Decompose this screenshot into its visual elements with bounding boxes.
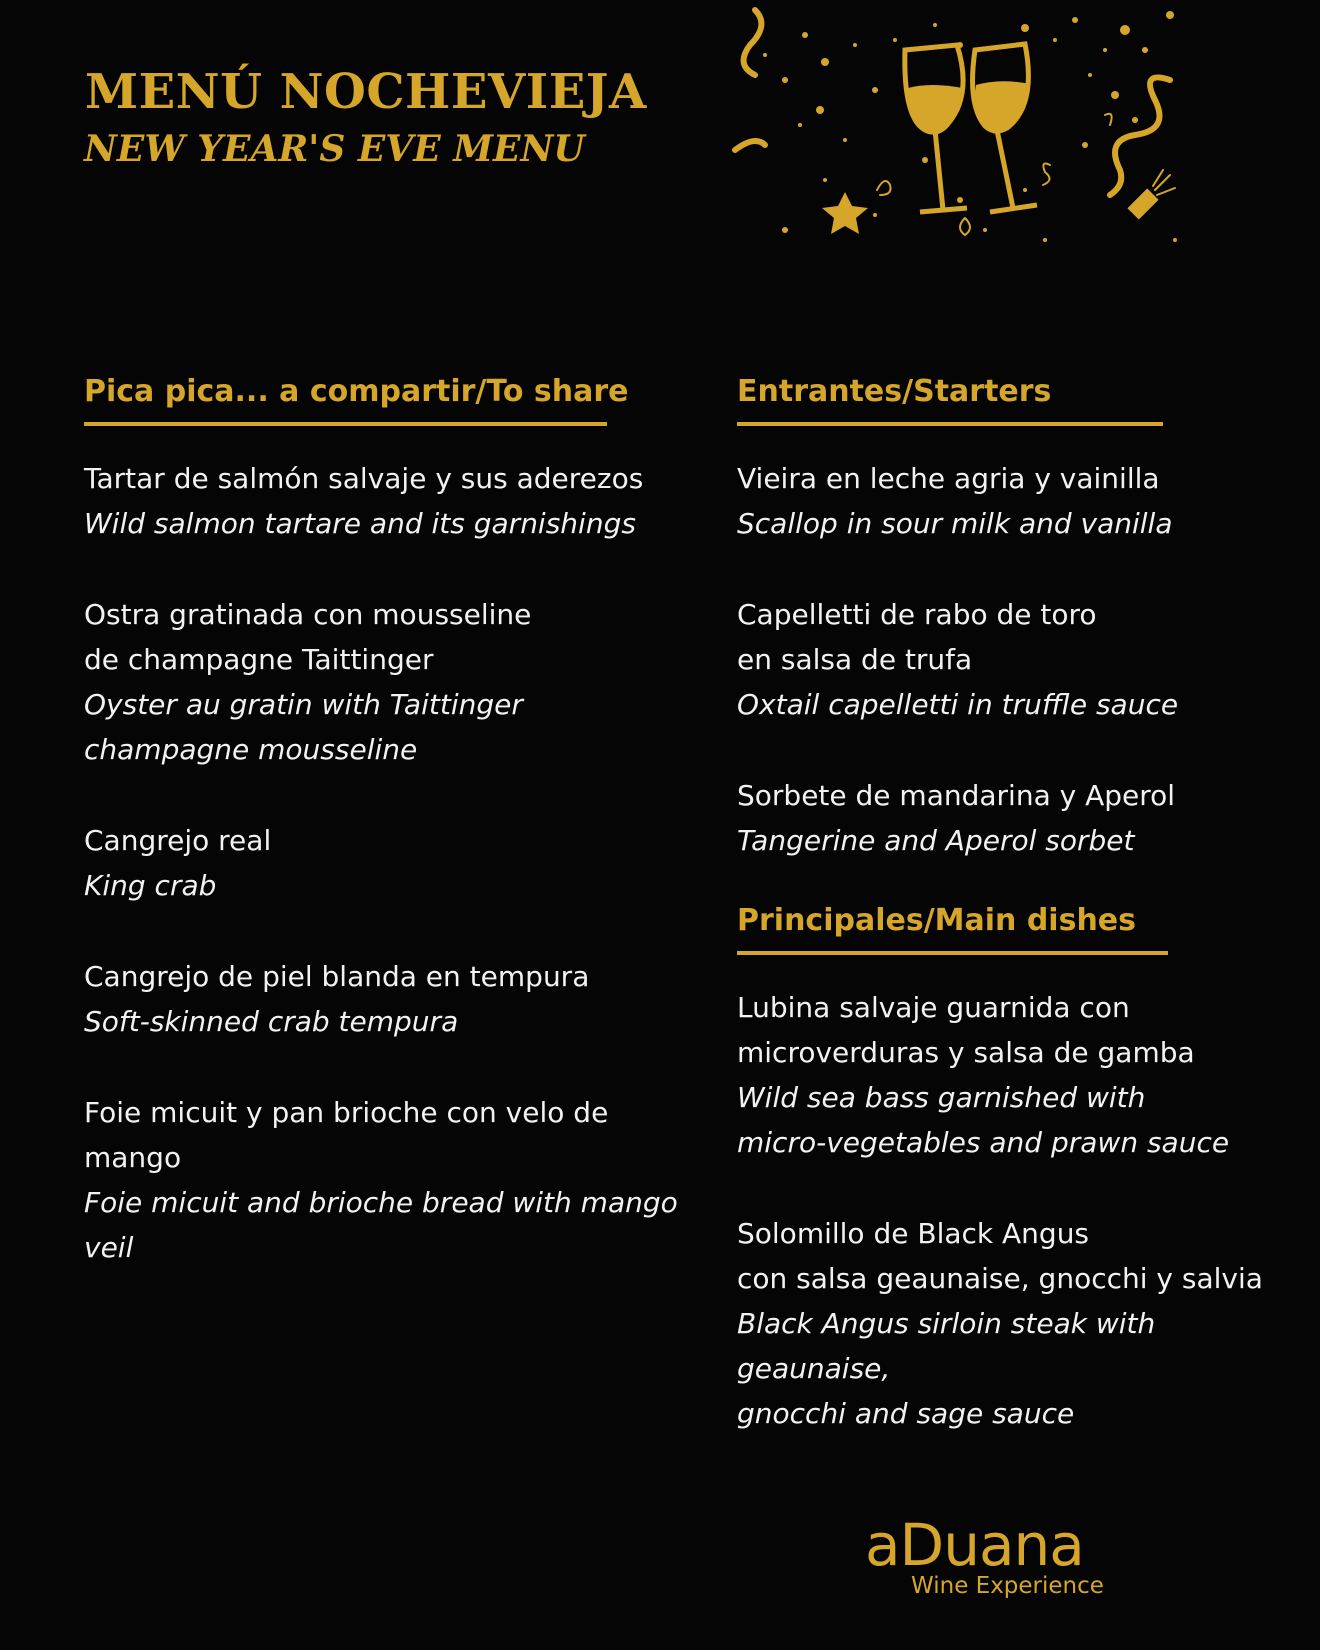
dish-name-english: Soft-skinned crab tempura xyxy=(84,1005,459,1038)
dish-list-to-share xyxy=(84,456,704,1270)
logo-name: aDuana xyxy=(865,1511,1084,1579)
dish-item xyxy=(84,1090,704,1270)
section-title-to-share: Pica pica... a compartir/To share xyxy=(84,374,629,409)
dish-name-english: Scallop in sour milk and vanilla xyxy=(737,507,1173,540)
dish-item xyxy=(737,456,1297,546)
dish-list-main-dishes xyxy=(737,985,1297,1436)
section-title-starters: Entrantes/Starters xyxy=(737,374,1052,409)
dish-name-spanish: Capelletti de rabo de toro en salsa de trufa xyxy=(737,598,1097,676)
dish-name-spanish: Tartar de salmón salvaje y sus aderezos xyxy=(84,462,644,495)
menu-title-english: NEW YEAR'S EVE MENU xyxy=(84,128,585,170)
dish-name-english: Oxtail capelletti in truffle sauce xyxy=(737,688,1179,721)
dish-item xyxy=(737,592,1297,727)
dish-name-spanish: Foie micuit y pan brioche con velo de mango xyxy=(84,1096,609,1174)
dish-name-english: Foie micuit and brioche bread with mango veil xyxy=(84,1186,678,1264)
dish-item xyxy=(737,773,1297,863)
dish-name-english: Black Angus sirloin steak with geaunaise, gnocchi and sage sauce xyxy=(737,1307,1156,1430)
section-divider xyxy=(737,422,1163,426)
dish-name-english: Tangerine and Aperol sorbet xyxy=(737,824,1135,857)
dish-name-spanish: Cangrejo real xyxy=(84,824,272,857)
menu-title-spanish: MENÚ NOCHEVIEJA xyxy=(85,64,647,120)
restaurant-logo xyxy=(865,1511,1115,1599)
dish-list-starters xyxy=(737,456,1297,863)
dish-item xyxy=(84,456,704,546)
champagne-celebration-icon xyxy=(725,0,1245,260)
dish-item xyxy=(84,818,704,908)
section-divider xyxy=(737,951,1168,955)
dish-item xyxy=(737,1211,1297,1436)
dish-name-spanish: Sorbete de mandarina y Aperol xyxy=(737,779,1176,812)
dish-name-spanish: Vieira en leche agria y vainilla xyxy=(737,462,1160,495)
dish-item xyxy=(737,985,1297,1165)
dish-name-english: Wild sea bass garnished with micro-vegetables and prawn sauce xyxy=(737,1081,1230,1159)
dish-name-english: Oyster au gratin with Taittinger champagne mousseline xyxy=(84,688,523,766)
dish-name-spanish: Cangrejo de piel blanda en tempura xyxy=(84,960,590,993)
right-column xyxy=(737,370,1297,1482)
left-column xyxy=(84,370,704,1316)
dish-item xyxy=(84,954,704,1044)
dish-name-spanish: Ostra gratinada con mousseline de champagne Taittinger xyxy=(84,598,532,676)
dish-name-spanish: Solomillo de Black Angus con salsa geaunaise, gnocchi y salvia xyxy=(737,1217,1263,1295)
dish-name-spanish: Lubina salvaje guarnida con microverduras y salsa de gamba xyxy=(737,991,1195,1069)
dish-name-english: Wild salmon tartare and its garnishings xyxy=(84,507,636,540)
dish-name-english: King crab xyxy=(84,869,217,902)
section-divider xyxy=(84,422,607,426)
section-title-main-dishes: Principales/Main dishes xyxy=(737,903,1137,938)
dish-item xyxy=(84,592,704,772)
logo-tagline: Wine Experience xyxy=(911,1573,1104,1599)
